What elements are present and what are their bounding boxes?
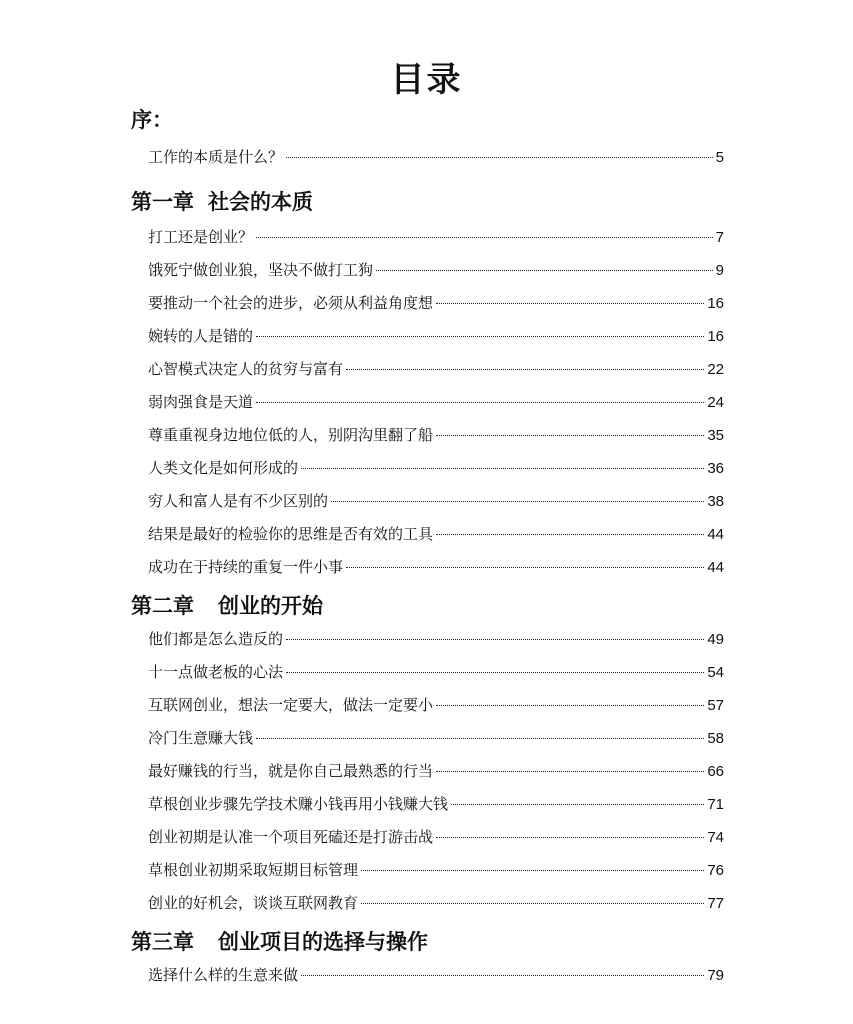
dot-leader — [286, 157, 713, 158]
dot-leader — [376, 270, 713, 271]
toc-entry[interactable] — [148, 325, 724, 349]
toc-entry-title: 草根创业初期采取短期目标管理 — [148, 861, 359, 879]
toc-entry-page: 16 — [707, 328, 724, 345]
toc-entry[interactable] — [148, 793, 724, 817]
chapter-number: 第三章 — [131, 930, 194, 954]
toc-entry-page: 74 — [707, 829, 724, 846]
chapter-name: 创业的开始 — [218, 594, 323, 618]
toc-entry-page: 5 — [715, 149, 724, 166]
dot-leader — [436, 837, 704, 838]
toc-entry-page: 7 — [715, 229, 724, 246]
chapter-heading-1 — [131, 186, 313, 216]
chapter-name: 社会的本质 — [208, 190, 313, 214]
toc-entry-page: 77 — [707, 895, 724, 912]
dot-leader — [436, 303, 704, 304]
toc-entry-title: 草根创业步骤先学技术赚小钱再用小钱赚大钱 — [148, 795, 449, 813]
dot-leader — [301, 468, 704, 469]
toc-entry-title: 工作的本质是什么？ — [148, 148, 284, 166]
dot-leader — [361, 870, 704, 871]
dot-leader — [256, 738, 704, 739]
dot-leader — [436, 534, 704, 535]
toc-entry-title: 结果是最好的检验你的思维是否有效的工具 — [148, 525, 434, 543]
toc-entry[interactable] — [148, 391, 724, 415]
toc-entry-title: 要推动一个社会的进步，必须从利益角度想 — [148, 294, 434, 312]
toc-entry-page: 79 — [707, 967, 724, 984]
toc-entry-page: 22 — [707, 361, 724, 378]
toc-entry-title: 十一点做老板的心法 — [148, 663, 284, 681]
dot-leader — [436, 435, 704, 436]
toc-entry-title: 人类文化是如何形成的 — [148, 459, 299, 477]
toc-entry[interactable] — [148, 358, 724, 382]
toc-entry-page: 35 — [707, 427, 724, 444]
toc-entry-page: 71 — [707, 796, 724, 813]
toc-entry[interactable] — [148, 146, 724, 170]
dot-leader — [256, 402, 704, 403]
chapter-heading-3 — [131, 926, 428, 956]
dot-leader — [436, 705, 704, 706]
toc-entry-title: 弱肉强食是天道 — [148, 393, 254, 411]
toc-entry-page: 24 — [707, 394, 724, 411]
dot-leader — [301, 975, 704, 976]
dot-leader — [436, 771, 704, 772]
dot-leader — [286, 639, 704, 640]
toc-entry-title: 打工还是创业？ — [148, 228, 254, 246]
toc-entry-page: 9 — [715, 262, 724, 279]
toc-entry[interactable] — [148, 694, 724, 718]
page-title: 目录 — [390, 60, 463, 100]
toc-entry[interactable] — [148, 628, 724, 652]
toc-entry-title: 最好赚钱的行当，就是你自己最熟悉的行当 — [148, 762, 434, 780]
toc-entry-title: 成功在于持续的重复一件小事 — [148, 558, 344, 576]
toc-entry-title: 互联网创业，想法一定要大，做法一定要小 — [148, 696, 434, 714]
dot-leader — [256, 336, 704, 337]
toc-entry-page: 38 — [707, 493, 724, 510]
toc-entry-title: 心智模式决定人的贫穷与富有 — [148, 360, 344, 378]
dot-leader — [361, 903, 704, 904]
toc-entry[interactable] — [148, 892, 724, 916]
toc-entry-title: 饿死宁做创业狼，坚决不做打工狗 — [148, 261, 374, 279]
toc-entry-title: 选择什么样的生意来做 — [148, 966, 299, 984]
toc-entry-title: 他们都是怎么造反的 — [148, 630, 284, 648]
toc-entry-title: 冷门生意赚大钱 — [148, 729, 254, 747]
dot-leader — [346, 567, 704, 568]
toc-entry[interactable] — [148, 964, 724, 988]
toc-entry-page: 44 — [707, 526, 724, 543]
toc-entry-page: 44 — [707, 559, 724, 576]
toc-entry-title: 创业初期是认准一个项目死磕还是打游击战 — [148, 828, 434, 846]
toc-entry-title: 穷人和富人是有不少区别的 — [148, 492, 329, 510]
chapter-number: 第一章 — [131, 190, 194, 214]
section-heading-preface — [131, 104, 173, 134]
toc-entry[interactable] — [148, 727, 724, 751]
toc-entry-page: 66 — [707, 763, 724, 780]
toc-entry[interactable] — [148, 490, 724, 514]
toc-entry[interactable] — [148, 661, 724, 685]
toc-entry[interactable] — [148, 556, 724, 580]
dot-leader — [256, 237, 713, 238]
toc-entry[interactable] — [148, 523, 724, 547]
section-heading-label: 序： — [131, 108, 173, 132]
toc-entry-title: 尊重重视身边地位低的人，别阴沟里翻了船 — [148, 426, 434, 444]
toc-entry[interactable] — [148, 292, 724, 316]
chapter-name: 创业项目的选择与操作 — [218, 930, 428, 954]
toc-entry-page: 16 — [707, 295, 724, 312]
toc-entry-title: 创业的好机会，谈谈互联网教育 — [148, 894, 359, 912]
toc-entry[interactable] — [148, 859, 724, 883]
toc-entry-title: 婉转的人是错的 — [148, 327, 254, 345]
chapter-heading-2 — [131, 590, 323, 620]
dot-leader — [451, 804, 704, 805]
toc-entry-page: 57 — [707, 697, 724, 714]
chapter-number: 第二章 — [131, 594, 194, 618]
toc-entry-page: 58 — [707, 730, 724, 747]
toc-entry-page: 36 — [707, 460, 724, 477]
toc-entry-page: 49 — [707, 631, 724, 648]
toc-entry[interactable] — [148, 259, 724, 283]
dot-leader — [331, 501, 704, 502]
toc-entry[interactable] — [148, 457, 724, 481]
toc-entry[interactable] — [148, 424, 724, 448]
dot-leader — [286, 672, 704, 673]
toc-entry[interactable] — [148, 760, 724, 784]
toc-entry-page: 54 — [707, 664, 724, 681]
toc-entry-page: 76 — [707, 862, 724, 879]
toc-entry[interactable] — [148, 226, 724, 250]
dot-leader — [346, 369, 704, 370]
toc-entry[interactable] — [148, 826, 724, 850]
